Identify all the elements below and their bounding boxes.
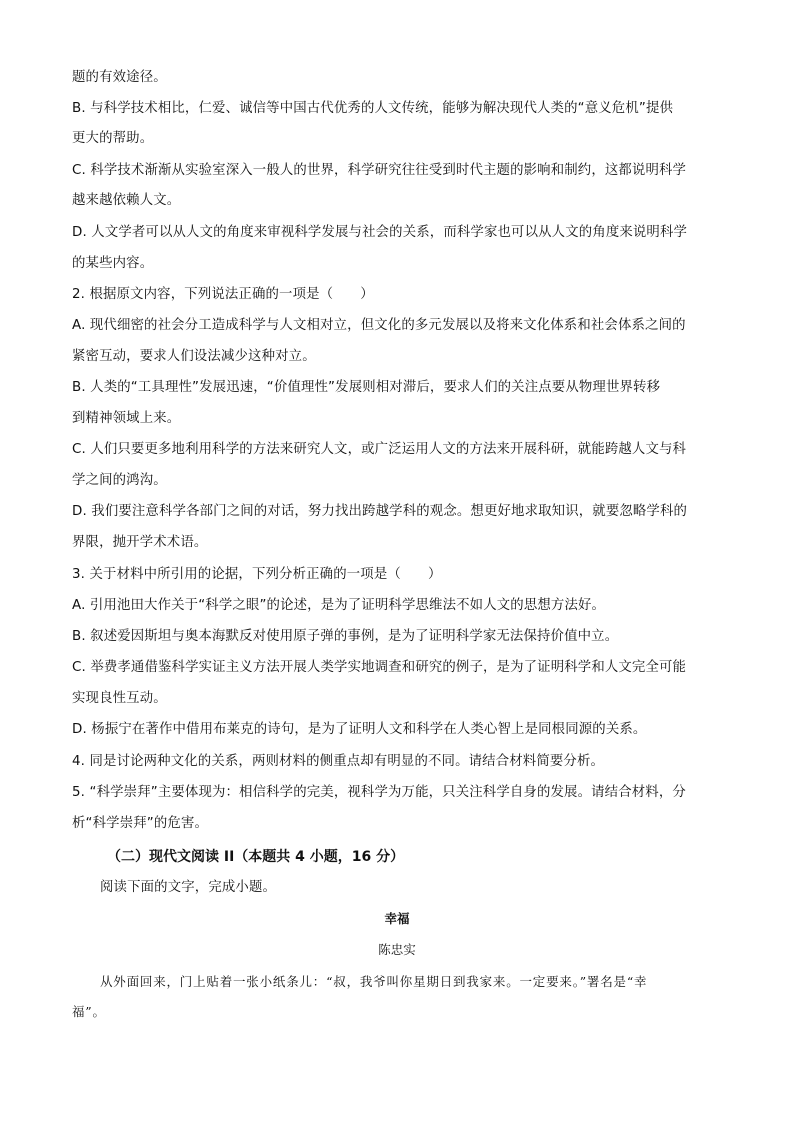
text-line: C. 科学技术渐渐从实验室深入一般人的世界，科学研究往往受到时代主题的影响和制约，这都说明科学 [72,163,687,178]
question-3: 3. 关于材料中所引用的论据，下列分析正确的一项是（ ） [72,567,442,582]
text-line: 更大的帮助。 [72,131,154,146]
text-line: 界限，抛开学术术语。 [72,535,208,550]
text-line: D. 人文学者可以从人文的角度来审视科学发展与社会的关系，而科学家也可以从人文的角度来说明科学 [72,225,688,240]
text-line: B. 叙述爱因斯坦与奥本海默反对使用原子弹的事例，是为了证明科学家无法保持价值中立。 [72,629,619,644]
text-line: 的某些内容。 [72,256,154,271]
text-line: 紧密互动，要求人们设法减少这种对立。 [72,349,316,364]
text-line: A. 现代细密的社会分工造成科学与人文相对立，但文化的多元发展以及将来文化体系和社会体系之间的 [72,318,686,333]
story-paragraph-line: 从外面回来，门上贴着一张小纸条儿：“叔，我爷叫你星期日到我家来。一定要来。”署名是“幸 [100,974,648,989]
text-line: D. 我们要注意科学各部门之间的对话，努力找出跨越学科的观念。想更好地求取知识，就要忽略学科的 [72,504,688,519]
text-line: 题的有效途径。 [72,70,167,85]
text-line: 到精神领域上来。 [72,411,181,426]
story-title: 幸福 [384,911,410,926]
question-5: 5. “科学崇拜”主要体现为：相信科学的完美，视科学为万能，只关注科学自身的发展。请结合材料，分 [72,785,686,800]
text-line: 实现良性互动。 [72,691,167,706]
question-2: 2. 根据原文内容，下列说法正确的一项是（ ） [72,287,374,302]
story-author: 陈忠实 [378,942,416,957]
text-line: B. 与科学技术相比，仁爱、诚信等中国古代优秀的人文传统，能够为解决现代人类的“意义危机”提供 [72,101,674,116]
text-line: D. 杨振宁在著作中借用布莱克的诗句，是为了证明人文和科学在人类心智上是同根同源的关系。 [72,722,647,737]
text-line: C. 人们只要更多地利用科学的方法来研究人文，或广泛运用人文的方法来开展科研，就能跨越人文与科 [72,442,687,457]
question-4: 4. 同是讨论两种文化的关系，两则材料的侧重点却有明显的不同。请结合材料简要分析。 [72,754,605,769]
text-line: C. 举费孝通借鉴科学实证主义方法开展人类学实地调查和研究的例子，是为了证明科学和人文完全可能 [72,660,687,675]
text-line: A. 引用池田大作关于“科学之眼”的论述，是为了证明科学思维法不如人文的思想方法好。 [72,598,606,613]
text-line: 析“科学崇拜”的危害。 [72,816,209,831]
instruction-text: 阅读下面的文字，完成小题。 [100,880,277,895]
story-paragraph-line: 福”。 [72,1004,106,1019]
text-line: B. 人类的“工具理性”发展迅速，“价值理性”发展则相对滞后，要求人们的关注点要从物理世界转移 [72,380,661,395]
text-line: 学之间的鸿沟。 [72,473,167,488]
section-heading: （二）现代文阅读 II（本题共 4 小题，16 分） [107,849,405,865]
text-line: 越来越依赖人文。 [72,193,181,208]
